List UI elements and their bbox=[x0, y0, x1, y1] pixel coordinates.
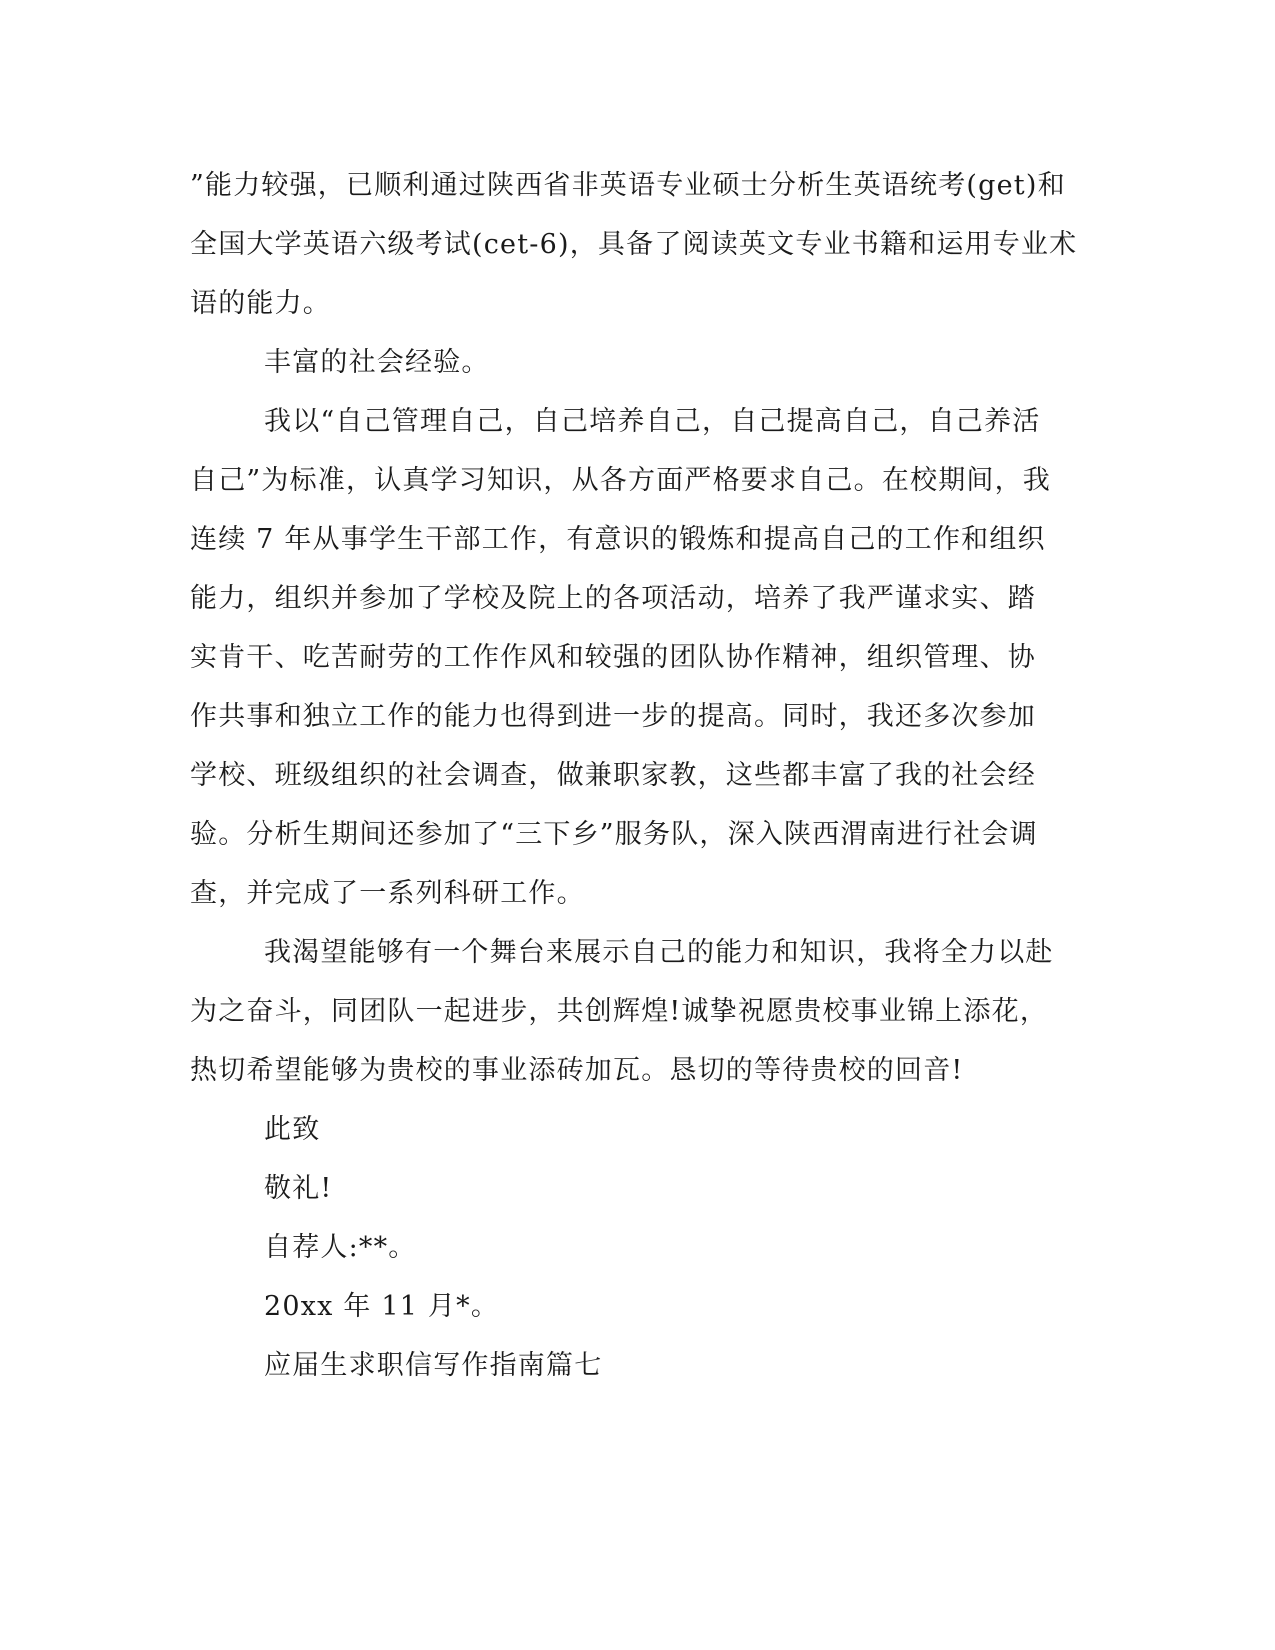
paragraph-line: 语的能力。 bbox=[190, 288, 331, 319]
paragraph-line: 作共事和独立工作的能力也得到进一步的提高。同时，我还多次参加 bbox=[190, 701, 1036, 732]
closing-regards: 敬礼! bbox=[264, 1173, 333, 1204]
paragraph-line: 学校、班级组织的社会调查，做兼职家教，这些都丰富了我的社会经 bbox=[190, 760, 1036, 791]
closing-salutation: 此致 bbox=[264, 1114, 321, 1145]
paragraph-line: 为之奋斗，同团队一起进步，共创辉煌!诚挚祝愿贵校事业锦上添花， bbox=[190, 996, 1049, 1027]
date-line: 20xx 年 11 月*。 bbox=[264, 1291, 500, 1322]
paragraph-line: 验。分析生期间还参加了“三下乡”服务队，深入陕西渭南进行社会调 bbox=[190, 819, 1038, 850]
paragraph-line: 查，并完成了一系列科研工作。 bbox=[190, 878, 585, 909]
signature-line: 自荐人:**。 bbox=[264, 1232, 417, 1263]
paragraph-line: 实肯干、吃苦耐劳的工作作风和较强的团队协作精神，组织管理、协 bbox=[190, 642, 1036, 673]
paragraph-line: 自己”为标准，认真学习知识，从各方面严格要求自己。在校期间，我 bbox=[190, 465, 1052, 496]
paragraph-line: 我渴望能够有一个舞台来展示自己的能力和知识，我将全力以赴 bbox=[264, 937, 1054, 968]
paragraph-line: 热切希望能够为贵校的事业添砖加瓦。恳切的等待贵校的回音! bbox=[190, 1055, 964, 1086]
paragraph-line: ”能力较强，已顺利通过陕西省非英语专业硕士分析生英语统考(get)和 bbox=[190, 170, 1066, 201]
paragraph-line: 我以“自己管理自己，自己培养自己，自己提高自己，自己养活 bbox=[264, 406, 1041, 437]
section-title: 应届生求职信写作指南篇七 bbox=[264, 1350, 603, 1381]
paragraph-line: 全国大学英语六级考试(cet-6)，具备了阅读英文专业书籍和运用专业术 bbox=[190, 229, 1078, 260]
paragraph-line: 能力，组织并参加了学校及院上的各项活动，培养了我严谨求实、踏 bbox=[190, 583, 1036, 614]
section-heading: 丰富的社会经验。 bbox=[264, 347, 490, 378]
paragraph-line: 连续 7 年从事学生干部工作，有意识的锻炼和提高自己的工作和组织 bbox=[190, 524, 1046, 555]
